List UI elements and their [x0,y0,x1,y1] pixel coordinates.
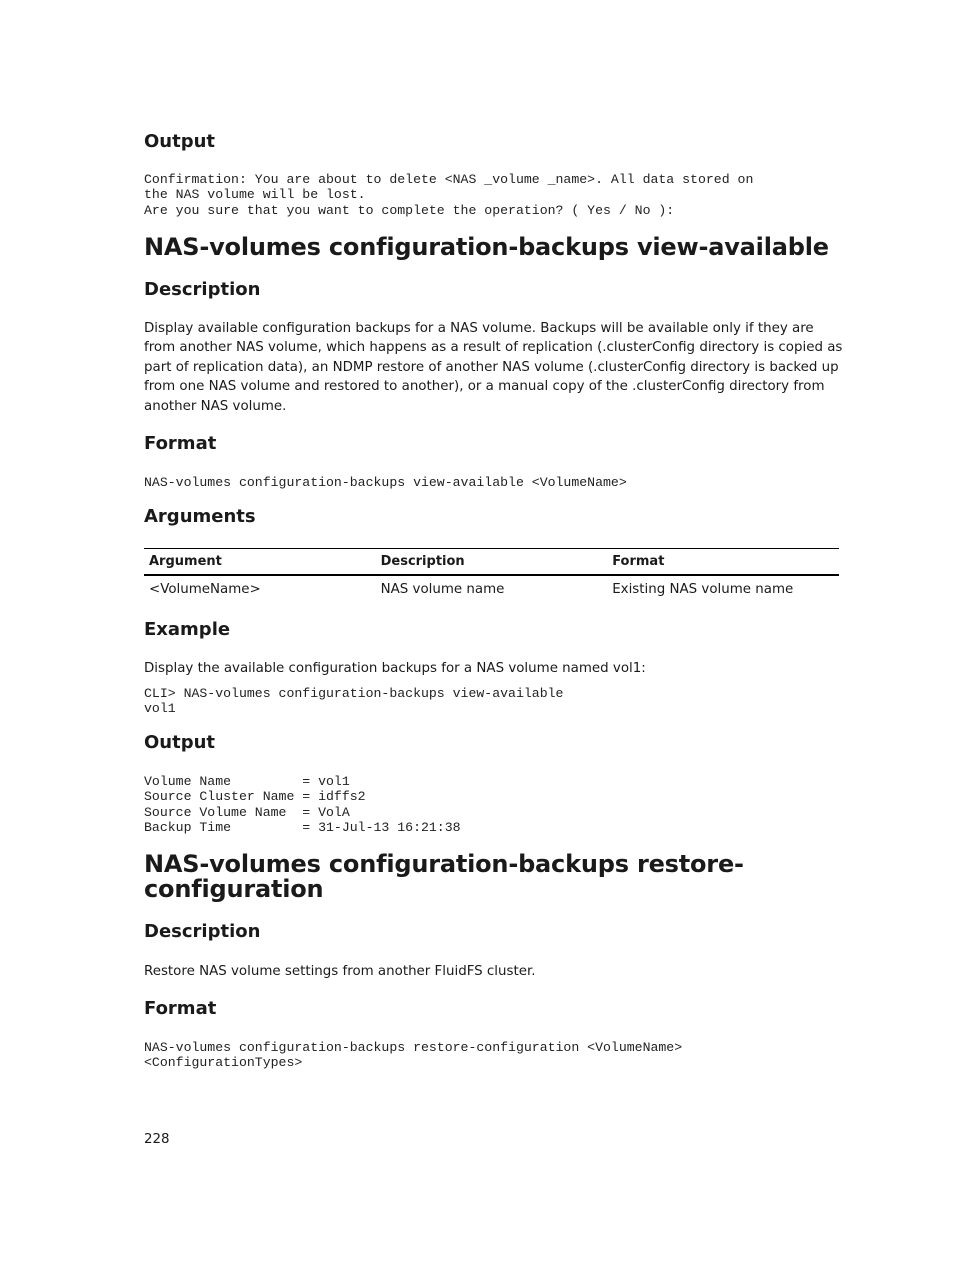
description-text: Display available configuration backups for a NAS volume. Backups will be available only if they are from another NAS volume, which happens as a result of replication (.clusterConfig directory is copied as part of replication data), an NDMP restore of another NAS volume (.clusterConfig directory is backed up from one NAS volume and restored to another), or a manual copy of the .clusterConfig directory from another NAS volume. [144,321,843,414]
output-heading-2: Output [144,732,216,753]
table-cell: Existing NAS volume name [612,582,794,597]
title-line: NAS-volumes configuration-backups restore- [144,850,744,878]
title-line: configuration [144,875,324,903]
table-cell: NAS volume name [380,582,505,597]
format-heading: Format [144,433,217,454]
table-header-cell: Format [612,554,665,569]
table-header-row [144,548,839,576]
format-code: NAS-volumes configuration-backups view-available <VolumeName> [144,475,627,490]
output-heading: Output [144,131,216,152]
description-text-2: Restore NAS volume settings from another FluidFS cluster. [144,964,536,979]
section-title-view-available: NAS-volumes configuration-backups view-available [144,233,829,261]
format-heading-2: Format [144,998,217,1019]
example-code: CLI> NAS-volumes configuration-backups view-available vol1 [144,686,564,717]
output-code-block-2: Volume Name = vol1 Source Cluster Name = idffs2 Source Volume Name = VolA Backup Time = 31-Jul-13 16:21:38 [144,774,461,836]
format-code-2: NAS-volumes configuration-backups restore-configuration <VolumeName> <ConfigurationTypes> [144,1040,683,1071]
example-text: Display the available configuration backups for a NAS volume named vol1: [144,661,646,676]
table-header-cell: Description [380,554,465,569]
arguments-heading: Arguments [144,506,256,527]
example-heading: Example [144,619,231,640]
output-code-block: Confirmation: You are about to delete <NAS _volume _name>. All data stored on the NAS volume will be lost. Are you sure that you want to complete the operation? ( Yes / No ): [144,172,754,218]
page-number: 228 [144,1132,170,1147]
table-cell: <VolumeName> [149,582,261,597]
arguments-table [144,548,839,603]
description-heading: Description [144,279,261,300]
section-title-restore-configuration [144,852,744,902]
table-row [144,576,839,603]
description-heading-2: Description [144,921,261,942]
table-header-cell: Argument [149,554,222,569]
